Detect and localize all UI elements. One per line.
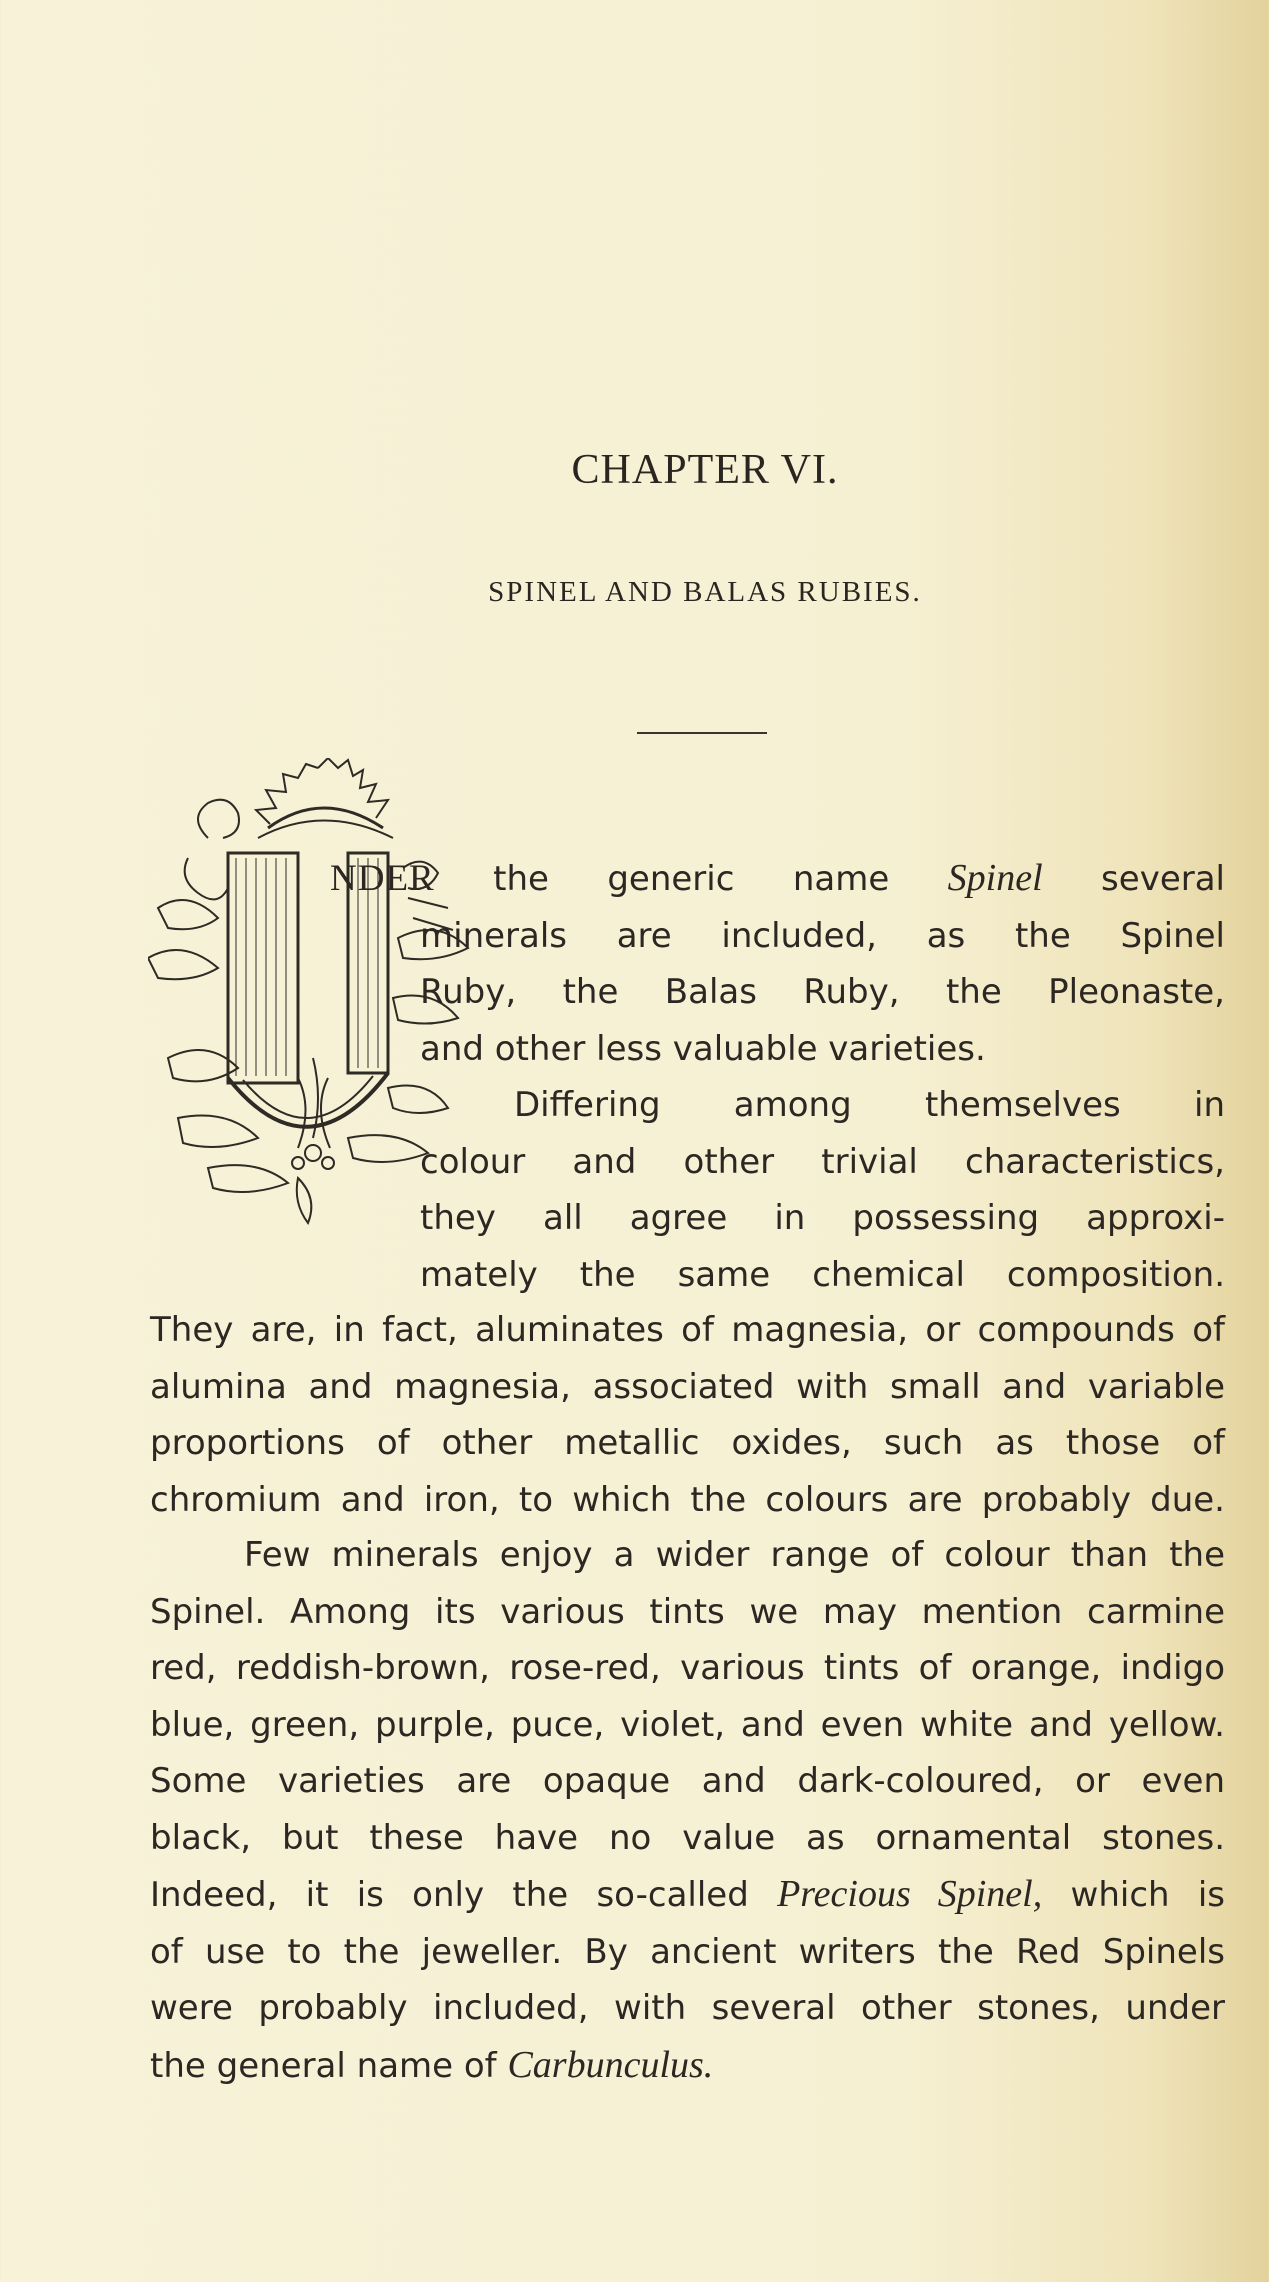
text-line: Few minerals enjoy a wider range of colour than the bbox=[244, 1535, 1225, 1575]
drop-cap-continuation: NDER bbox=[330, 858, 435, 899]
text-fragment: Indeed, it is only the so-called bbox=[150, 1875, 778, 1915]
italic-term: Precious Spinel, bbox=[777, 1873, 1043, 1915]
text-line: They are, in fact, aluminates of magnesia, or compounds of bbox=[150, 1310, 1225, 1350]
text-line: and other less valuable varieties. bbox=[420, 1028, 986, 1069]
text-line: Ruby, the Balas Ruby, the Pleonaste, bbox=[420, 972, 1225, 1012]
text-line: colour and other trivial characteristics, bbox=[420, 1141, 1225, 1182]
italic-term: Carbunculus. bbox=[507, 2043, 714, 2086]
text-line: Differing among themselves in bbox=[514, 1085, 1225, 1125]
text-line: Spinel. Among its various tints we may mention carmine bbox=[150, 1591, 1225, 1632]
text-line: mately the same chemical composition. bbox=[420, 1254, 1225, 1295]
text-line: black, but these have no value as ornamental stones. bbox=[150, 1817, 1225, 1858]
italic-term: Spinel bbox=[947, 857, 1043, 899]
text-line: Some varieties are opaque and dark-coloured, or even bbox=[150, 1761, 1225, 1801]
text-line bbox=[150, 1866, 1225, 1924]
text-line bbox=[150, 2037, 1225, 2095]
paragraph-colours bbox=[150, 1527, 1225, 2094]
text-line: minerals are included, as the Spinel bbox=[420, 915, 1225, 956]
text-line: were probably included, with several other stones, under bbox=[150, 1988, 1225, 2028]
text-fragment: several bbox=[1042, 859, 1225, 899]
text-line: alumina and magnesia, associated with small and variable bbox=[150, 1366, 1225, 1407]
text-line: blue, green, purple, puce, violet, and even white and yellow. bbox=[150, 1704, 1225, 1745]
title-rule bbox=[637, 732, 767, 734]
text-line: they all agree in possessing approxi- bbox=[420, 1198, 1225, 1238]
text-fragment: which is bbox=[1042, 1875, 1226, 1915]
text-line: chromium and iron, to which the colours are probably due. bbox=[150, 1479, 1225, 1520]
text-line: of use to the jeweller. By ancient writers the Red Spinels bbox=[150, 1931, 1225, 1972]
chapter-title: CHAPTER VI. bbox=[571, 447, 839, 493]
text-line: red, reddish-brown, rose-red, various tints of orange, indigo bbox=[150, 1648, 1225, 1688]
text-fragment: the generic name bbox=[434, 859, 948, 899]
chapter-subtitle: SPINEL AND BALAS RUBIES. bbox=[488, 576, 922, 608]
text-line bbox=[330, 850, 1225, 908]
paragraph-composition bbox=[150, 1302, 1225, 1528]
paragraph-intro bbox=[330, 850, 1225, 1303]
text-line: proportions of other metallic oxides, such as those of bbox=[150, 1423, 1225, 1463]
text-fragment: the general name of bbox=[150, 2045, 508, 2086]
